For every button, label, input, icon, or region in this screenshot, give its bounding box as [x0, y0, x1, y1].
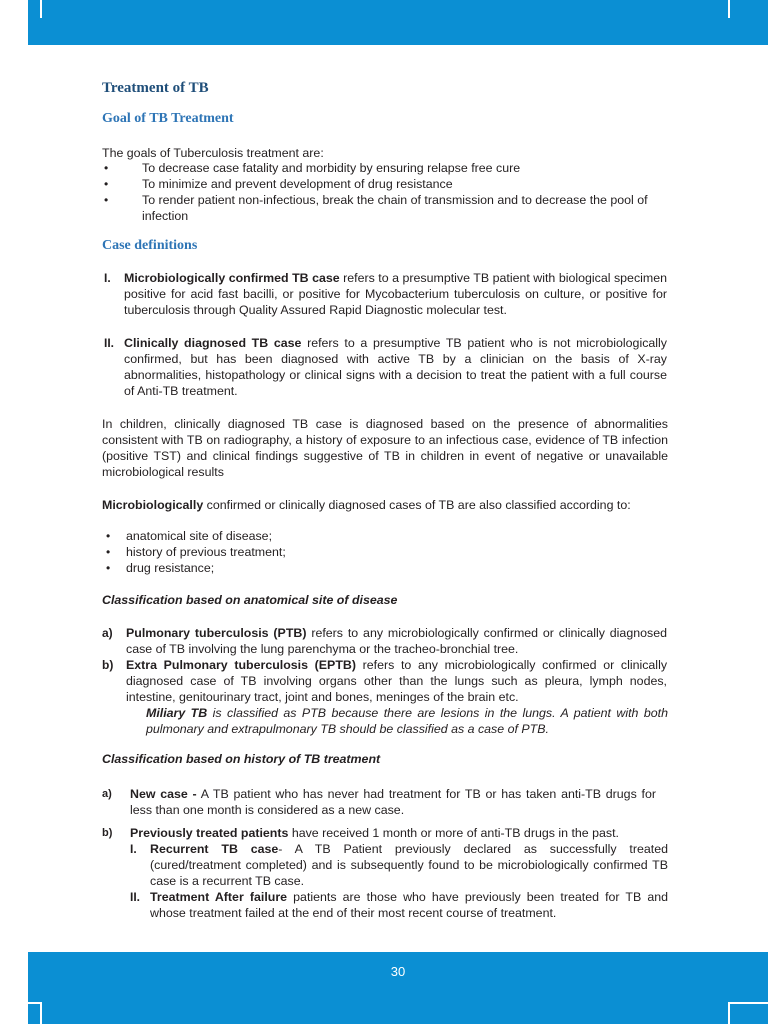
page-title: Treatment of TB [102, 80, 209, 96]
crop-mark [40, 1004, 42, 1024]
top-band [28, 0, 768, 45]
crop-mark [728, 1004, 730, 1024]
anatomical-heading: Classification based on anatomical site of disease [102, 593, 398, 607]
anat-marker: b) [102, 658, 114, 672]
case-heading: Case definitions [102, 238, 198, 253]
definition-item: Microbiologically confirmed TB case refers to a presumptive TB patient with biological specimen positive for acid fast bacilli, or positive for Mycobacterium tuberculosis on culture, or positive for tuberculosis through Quality Assured Rapid Diagnostic molecular test. [124, 271, 667, 317]
crop-mark [28, 1002, 42, 1004]
anatomical-item: Extra Pulmonary tuberculosis (EPTB) refers to any microbiologically confirmed or clinically diagnosed case of TB involving organs other than the lungs such as pleura, lymph nodes, intestine, genitourinary tract, joint and bones, meninges of the brain etc. [126, 658, 668, 704]
recurrent-item: Recurrent TB case- A TB Patient previously declared as successfully treated (cured/treatment completed) and is subsequently found to be microbiologically confirmed TB case is a recurrent TB case. [150, 842, 668, 888]
bullet: • [104, 177, 109, 191]
crop-mark [728, 0, 730, 18]
miliary-note: Miliary TB is classified as PTB because there are lesions in the lungs. A patient with both pulmonary and extrapulmonary TB should be classified as a case of PTB. [146, 706, 668, 736]
history-heading: Classification based on history of TB treatment [102, 752, 381, 766]
crop-mark [40, 0, 42, 18]
history-marker: a) [102, 788, 112, 800]
treatment-after-failure-item: Treatment After failure patients are those who have previously been treated for TB and whose treatment failed at the end of their most recent course of treatment. [150, 890, 669, 920]
bullet: • [104, 161, 109, 175]
goal-item: To render patient non-infectious, break the chain of transmission and to decrease the pool of infection [142, 193, 648, 223]
bullet: • [106, 545, 111, 559]
previously-treated-item: Previously treated patients have received 1 month or more of anti-TB drugs in the past. [130, 826, 619, 840]
def-marker: II. [104, 336, 115, 350]
classified-item: anatomical site of disease; [126, 529, 273, 543]
new-case-item: New case - A TB patient who has never had treatment for TB or has taken anti-TB drugs for less than one month is considered as a new case. [130, 787, 656, 817]
anat-marker: a) [102, 626, 113, 640]
goal-item: To decrease case fatality and morbidity by ensuring relapse free cure [142, 161, 521, 175]
definition-item: Clinically diagnosed TB case refers to a presumptive TB patient who is not microbiologically confirmed, but has been diagnosed with active TB by a clinician on the basis of X-ray abnormalities, histopathology or clinical signs with a decision to treat the patient with a full course of Anti-TB treatment. [124, 336, 667, 398]
page-number: 30 [390, 964, 406, 979]
def-marker: I. [104, 271, 111, 285]
footer-band [28, 952, 768, 1024]
goals-intro: The goals of Tuberculosis treatment are: [102, 146, 324, 160]
classified-paragraph: Microbiologically confirmed or clinically diagnosed cases of TB are also classified according to: [102, 498, 631, 512]
classified-item: history of previous treatment; [126, 545, 286, 559]
history-marker: b) [102, 827, 113, 839]
bullet: • [106, 561, 111, 575]
children-paragraph: In children, clinically diagnosed TB case is diagnosed based on the presence of abnormalities consistent with TB on radiography, a history of exposure to an infectious case, evidence of TB infection (positive TST) and clinical findings suggestive of TB in children in event of negative or unavailable microbiological results [102, 417, 668, 479]
classified-item: drug resistance; [126, 561, 215, 575]
goal-heading: Goal of TB Treatment [102, 111, 234, 126]
sub-marker: II. [130, 890, 141, 904]
sub-marker: I. [130, 842, 137, 856]
anatomical-item: Pulmonary tuberculosis (PTB) refers to any microbiologically confirmed or clinically diagnosed case of TB involving the lung parenchyma or the tracheo-bronchial tree. [126, 626, 667, 656]
bullet: • [104, 193, 109, 207]
crop-mark [728, 1002, 768, 1004]
goal-item: To minimize and prevent development of drug resistance [142, 177, 453, 191]
bullet: • [106, 529, 111, 543]
